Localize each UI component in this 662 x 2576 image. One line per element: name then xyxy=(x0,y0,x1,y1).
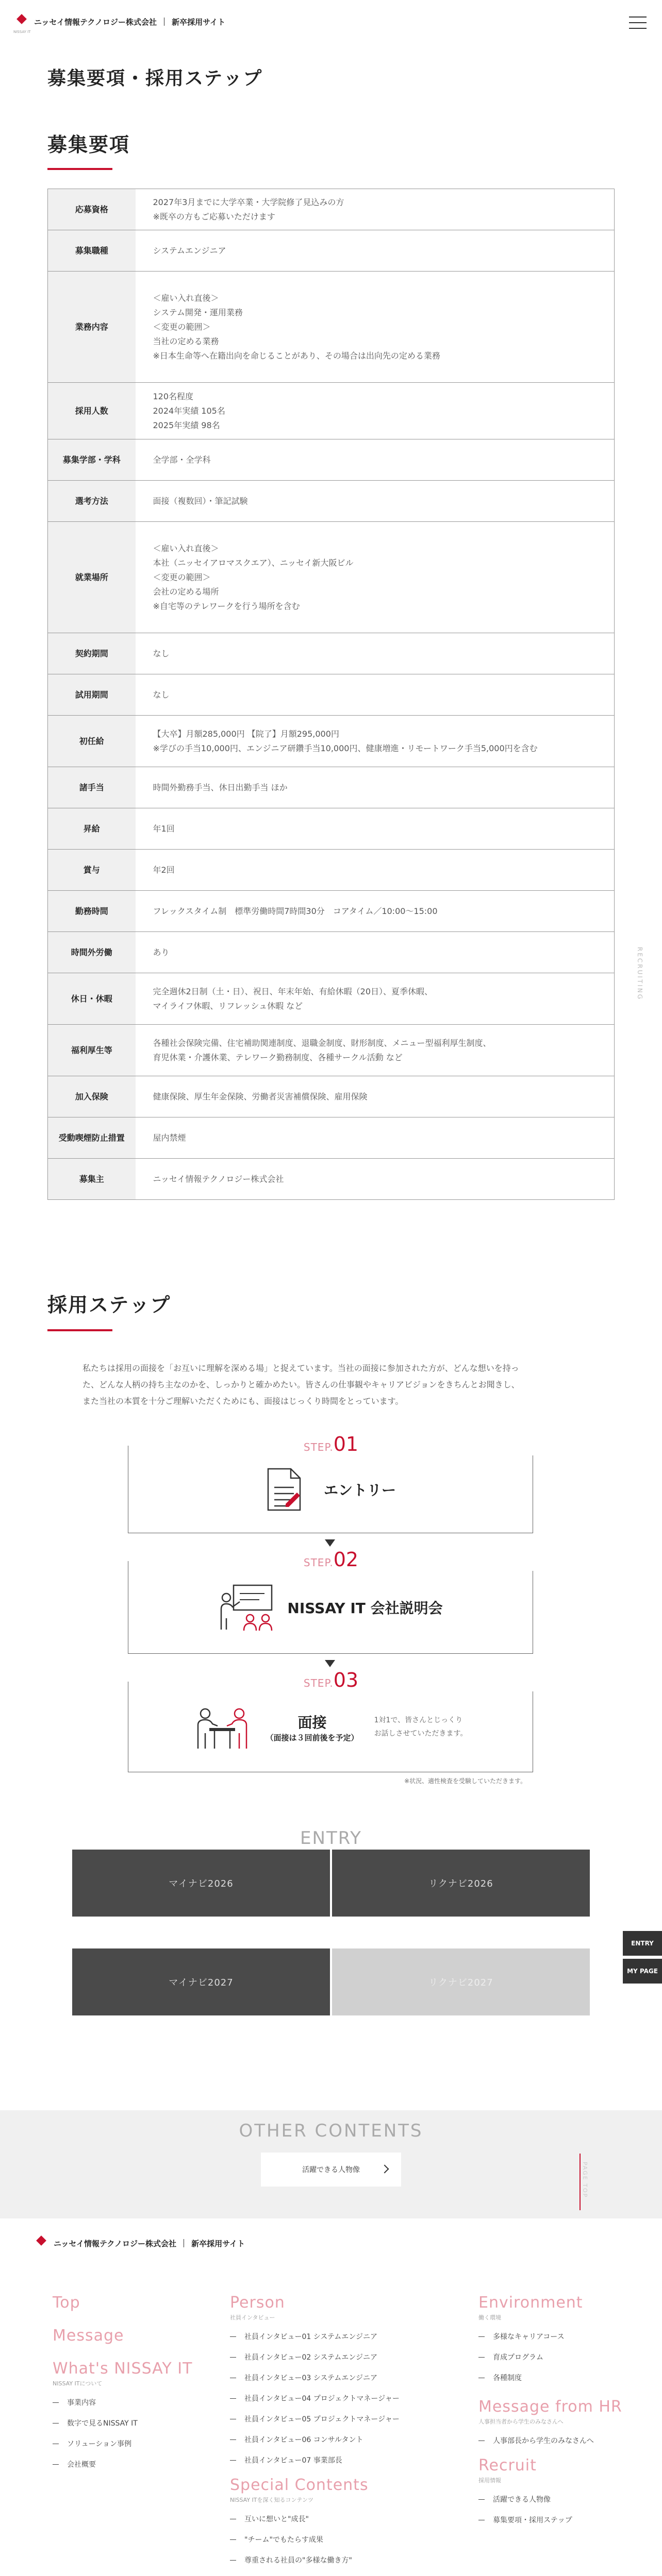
heading-underline xyxy=(47,168,112,170)
requirements-row xyxy=(48,767,615,808)
requirements-row xyxy=(48,230,615,272)
step-01-box xyxy=(128,1433,533,1533)
requirements-table xyxy=(47,189,615,1200)
footer-link-what[interactable]: What's NISSAY IT xyxy=(53,2360,193,2378)
footer-link[interactable]: 募集要項・採用ステップ xyxy=(478,2510,649,2531)
footer-link[interactable]: 社員インタビュー04 プロジェクトマネージャー xyxy=(230,2388,457,2409)
requirements-row xyxy=(48,439,615,481)
steps-footnote: ※状況、適性検査を受験していただきます。 xyxy=(404,1777,527,1785)
footer-link[interactable]: 人事部長から学生のみなさんへ xyxy=(478,2431,649,2451)
mynavi-2027-button[interactable]: マイナビ2027 xyxy=(72,1948,330,2015)
requirements-value: 完全週休2日制（土・日）、祝日、年末年始、有給休暇（20日）、夏季休暇、 マイライフ休暇、リフレッシュ休暇 など xyxy=(136,973,615,1025)
footer-link[interactable]: 社員インタビュー07 事業部長 xyxy=(230,2450,457,2471)
requirements-row xyxy=(48,973,615,1025)
requirements-key: 募集職種 xyxy=(48,230,136,272)
footer-link[interactable]: 社員インタビュー03 システムエンジニア xyxy=(230,2368,457,2388)
requirements-key: 賞与 xyxy=(48,850,136,891)
step-03-name: 面接 xyxy=(297,1714,327,1731)
requirements-key: 時間外労働 xyxy=(48,932,136,973)
page-title: 募集要項・採用ステップ xyxy=(47,68,263,89)
logo-company: ニッセイ情報テクノロジー株式会社 xyxy=(34,17,157,27)
footer-link-top[interactable]: Top xyxy=(53,2294,80,2312)
requirements-key: 受動喫煙防止措置 xyxy=(48,1117,136,1159)
requirements-value: 2027年3月までに大学卒業・大学院修了見込みの方 ※既卒の方もご応募いただけます xyxy=(136,189,615,230)
footer-special-list xyxy=(230,2509,457,2571)
requirements-row xyxy=(48,272,615,383)
footer-link[interactable]: 社員インタビュー02 システムエンジニア xyxy=(230,2347,457,2368)
requirements-value: 時間外勤務手当、休日出勤手当 ほか xyxy=(136,767,615,808)
requirements-value: システムエンジニア xyxy=(136,230,615,272)
requirements-row xyxy=(48,522,615,633)
footer-link-message[interactable]: Message xyxy=(53,2327,124,2345)
requirements-row xyxy=(48,850,615,891)
step-03-title xyxy=(266,1711,359,1743)
step-03-note: 1対1で、皆さんとじっくり お話しさせていただきます。 xyxy=(374,1716,468,1738)
requirements-key: 諸手当 xyxy=(48,767,136,808)
footer-recruit-list xyxy=(478,2489,649,2531)
step-arrow-icon xyxy=(325,1539,335,1547)
step-01-name: エントリー xyxy=(323,1482,396,1499)
heading-underline xyxy=(47,1329,112,1331)
footer-env-list xyxy=(478,2327,649,2388)
footer-logo[interactable] xyxy=(34,2236,245,2250)
requirements-key: 福利厚生等 xyxy=(48,1025,136,1076)
other-contents-section xyxy=(0,2110,662,2218)
footer-col-2 xyxy=(230,2294,457,2571)
requirements-value: なし xyxy=(136,633,615,674)
step-03-sub: （面接は３回前後を予定） xyxy=(266,1733,359,1742)
requirements-row xyxy=(48,716,615,767)
entry-heading: ENTRY xyxy=(300,1828,362,1849)
logo-mark-icon xyxy=(34,2236,48,2250)
requirements-key: 就業場所 xyxy=(48,522,136,633)
footer-link-special[interactable]: Special Contents xyxy=(230,2476,369,2494)
requirements-value: 面接（複数回）・筆記試験 xyxy=(136,481,615,522)
requirements-row xyxy=(48,1025,615,1076)
footer-link[interactable]: 育成プログラム xyxy=(478,2347,649,2368)
requirements-row xyxy=(48,383,615,439)
requirements-key: 加入保険 xyxy=(48,1076,136,1117)
footer-link[interactable]: 各種制度 xyxy=(478,2368,649,2388)
footer-link-person[interactable]: Person xyxy=(230,2294,285,2312)
requirements-key: 勤務時間 xyxy=(48,891,136,932)
requirements-value: なし xyxy=(136,674,615,716)
steps-heading: 採用ステップ xyxy=(47,1294,171,1316)
side-entry-button[interactable]: ENTRY xyxy=(623,1931,662,1956)
requirements-value: 健康保険、厚生年金保険、労働者災害補償保険、雇用保険 xyxy=(136,1076,615,1117)
step-02-name: NISSAY IT 会社説明会 xyxy=(287,1600,443,1617)
requirements-key: 業務内容 xyxy=(48,272,136,383)
interview-icon xyxy=(194,1702,251,1752)
requirements-row xyxy=(48,674,615,716)
requirements-value: ニッセイ情報テクノロジー株式会社 xyxy=(136,1159,615,1200)
requirements-key: 試用期間 xyxy=(48,674,136,716)
footer-link-recruit[interactable]: Recruit xyxy=(478,2456,537,2475)
requirements-value: ＜雇い入れ直後＞ システム開発・運用業務 ＜変更の範囲＞ 当社の定める業務 ※日本生命等へ在籍出向を命じることがあり、その場合は出向先の定める業務 xyxy=(136,272,615,383)
site-header xyxy=(0,0,662,47)
requirements-value: 【大卒】月額285,000円 【院了】月額295,000円 ※学びの手当10,000円、エンジニア研鑽手当10,000円、健康増進・リモートワーク手当5,000円を含む xyxy=(136,716,615,767)
footer-link[interactable]: 会社概要 xyxy=(53,2454,228,2475)
hamburger-menu-icon[interactable] xyxy=(629,16,647,29)
footer-person-list xyxy=(230,2327,457,2471)
footer-what-sub: NISSAY ITについて xyxy=(53,2380,103,2387)
footer-hr-sub: 人事担当者から学生のみなさんへ xyxy=(478,2418,564,2425)
presentation-icon xyxy=(218,1582,275,1633)
requirements-key: 契約期間 xyxy=(48,633,136,674)
footer-what-list xyxy=(53,2393,228,2475)
requirements-key: 選考方法 xyxy=(48,481,136,522)
mynavi-2026-button[interactable]: マイナビ2026 xyxy=(72,1850,330,1917)
requirements-row xyxy=(48,633,615,674)
step-03-label: STEP.03 xyxy=(128,1669,534,1691)
requirements-value: あり xyxy=(136,932,615,973)
requirements-row xyxy=(48,1159,615,1200)
requirements-key: 募集学部・学科 xyxy=(48,439,136,481)
requirements-row xyxy=(48,481,615,522)
requirements-heading: 募集要項 xyxy=(47,133,130,156)
other-contents-link[interactable] xyxy=(261,2153,401,2187)
requirements-value: 屋内禁煙 xyxy=(136,1117,615,1159)
requirements-row xyxy=(48,1076,615,1117)
document-icon xyxy=(265,1467,303,1512)
footer-col-1 xyxy=(53,2294,228,2475)
footer-hr-list xyxy=(478,2431,649,2451)
site-logo[interactable] xyxy=(13,14,226,34)
footer-link[interactable]: 事業内容 xyxy=(53,2393,228,2413)
requirements-value: 年1回 xyxy=(136,808,615,850)
requirements-key: 休日・休暇 xyxy=(48,973,136,1025)
side-label: RECRUITING xyxy=(636,947,643,1001)
footer-special-sub: NISSAY ITを深く知るコンテンツ xyxy=(230,2497,313,2503)
requirements-key: 募集主 xyxy=(48,1159,136,1200)
footer-link[interactable]: 多様なキャリアコース xyxy=(478,2327,649,2347)
side-mypage-button[interactable]: MY PAGE xyxy=(623,1959,662,1984)
logo-mark-icon: NISSAY IT xyxy=(14,14,29,29)
requirements-row xyxy=(48,808,615,850)
logo-site-name: 新卒採用サイト xyxy=(172,17,226,27)
footer-link[interactable]: 数字で見るNISSAY IT xyxy=(53,2413,228,2434)
requirements-value: フレックスタイム制 標準労働時間7時間30分 コアタイム／10:00〜15:00 xyxy=(136,891,615,932)
footer-link[interactable]: 社員インタビュー06 コンサルタント xyxy=(230,2430,457,2450)
chevron-right-icon xyxy=(380,2165,389,2174)
footer-company: ニッセイ情報テクノロジー株式会社 xyxy=(54,2239,177,2248)
footer-site-name: 新卒採用サイト xyxy=(191,2239,245,2248)
step-arrow-icon xyxy=(325,1660,335,1667)
step-02-label: STEP.02 xyxy=(128,1548,534,1571)
requirements-row xyxy=(48,891,615,932)
footer-link[interactable]: 互いに想いと"成長" xyxy=(230,2509,457,2530)
requirements-key: 応募資格 xyxy=(48,189,136,230)
footer-link[interactable]: 社員インタビュー05 プロジェクトマネージャー xyxy=(230,2409,457,2430)
rikunabi-2026-button[interactable]: リクナビ2026 xyxy=(332,1850,590,1917)
step-02-box xyxy=(128,1548,533,1654)
step-03-box xyxy=(128,1669,533,1772)
page-top-line[interactable] xyxy=(580,2154,581,2210)
footer-link[interactable]: ソリューション事例 xyxy=(53,2434,228,2454)
requirements-key: 初任給 xyxy=(48,716,136,767)
footer-person-sub: 社員インタビュー xyxy=(230,2314,275,2321)
other-contents-link-label: 活躍できる人物像 xyxy=(302,2166,360,2174)
requirements-value: 全学部・全学科 xyxy=(136,439,615,481)
requirements-key: 採用人数 xyxy=(48,383,136,439)
requirements-value: 年2回 xyxy=(136,850,615,891)
footer-recruit-sub: 採用情報 xyxy=(478,2477,501,2484)
requirements-key: 昇給 xyxy=(48,808,136,850)
requirements-row xyxy=(48,1117,615,1159)
requirements-row xyxy=(48,932,615,973)
footer-link[interactable]: "チーム"でもたらす成果 xyxy=(230,2530,457,2550)
footer-link-hr[interactable]: Message from HR xyxy=(478,2398,622,2416)
requirements-row xyxy=(48,189,615,230)
footer-env-sub: 働く環境 xyxy=(478,2314,501,2321)
footer-link[interactable]: 活躍できる人物像 xyxy=(478,2489,649,2510)
step-01-label: STEP.01 xyxy=(128,1433,534,1455)
steps-intro: 私たちは採用の面接を「お互いに理解を深める場」と捉えています。当社の面接に参加された方が、どんな想いを持っ た、どんな人柄の持ち主なのかを、しっかりと確かめたい。皆さんの仕事観やキャリアビジョンをきちんとお聞きし、 また当社の本質を十分ご理解いただくためにも、面接はじっくり時間をとっています。 xyxy=(82,1363,520,1406)
requirements-value: 120名程度 2024年実績 105名 2025年実績 98名 xyxy=(136,383,615,439)
footer-link-environment[interactable]: Environment xyxy=(478,2294,583,2312)
other-contents-heading: OTHER CONTENTS xyxy=(239,2121,423,2141)
rikunabi-2027-button[interactable]: リクナビ2027 xyxy=(332,1948,590,2015)
footer-link[interactable]: 社員インタビュー01 システムエンジニア xyxy=(230,2327,457,2347)
footer-link[interactable]: 尊重される社員の"多様な働き方" xyxy=(230,2550,457,2571)
page-top-link[interactable]: PAGE TOP xyxy=(582,2162,588,2198)
requirements-value: 各種社会保険完備、住宅補助関連制度、退職金制度、財形制度、メニュー型福利厚生制度、 育児休業・介護休業、テレワーク勤務制度、各種サークル活動 など xyxy=(136,1025,615,1076)
footer-col-3 xyxy=(478,2294,649,2531)
requirements-value: ＜雇い入れ直後＞ 本社（ニッセイアロマスクエア）、ニッセイ新大阪ビル ＜変更の範囲＞ 会社の定める場所 ※自宅等のテレワークを行う場所を含む xyxy=(136,522,615,633)
